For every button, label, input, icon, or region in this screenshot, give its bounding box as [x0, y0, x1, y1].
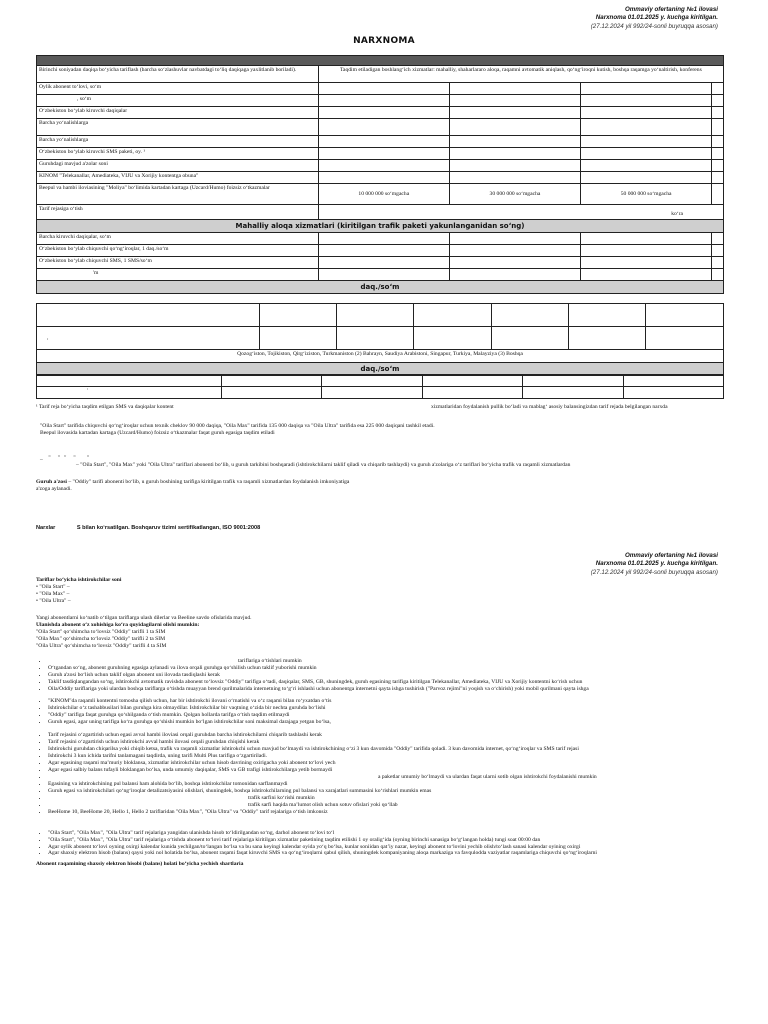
footer-text: S bilan koʻrsatilgan. Boshqaruv tizimi sertifikatlangan, ISO 9001:2008: [76, 525, 261, 531]
list-item: • a paketlar umumiy boʻlmaydi va ulardan faqat ularni sotib olgan ishtirokchi foydalanishi mumkin: [48, 774, 726, 781]
tarif-transition: Tarif rejasiga oʻtish: [37, 205, 319, 220]
list-item: • tariflariga oʻtishlari mumkin: [48, 658, 726, 665]
table-row: KINOM "Telekanallar, Amediateka, VIJU va Xorijiy kontentga obuna": [37, 172, 724, 184]
sim-ultra: "Oila Ultra" qoʻshimcha toʻlovsiz "Oddiy" tarifli 4 ta SIM: [36, 642, 167, 649]
local-services-band: Mahalliy aloqa xizmatlari (kiritilgan trafik paketi yakunlanganidan soʻng): [37, 220, 724, 233]
note-limits: "Oila Start" tarifida chiquvchi qoʻngʻiroqlar uchun texnik cheklov 90 000 daqiqa, "Oila Max" tarifida 135 000 daqiqa va "Oila Ultra" tarifida esa 225 000 daqiqani tashkil etadi.: [40, 423, 435, 429]
list-item: • Ishtirokchi 3 kun ichida tarifni tanlamagani taqdirda, uning tarifi Multi Plus tarifiga oʻzgartiriladi.: [48, 753, 726, 760]
list-item: • trafik sarfi haqida maʼlumot olish uchun sotuv ofislari yoki qoʻllab: [48, 802, 726, 809]
countries-note: Qozogʻiston, Tojikiston, Qirgʻiziston, Turkmaniston (2) Bahrayn, Saudiya Arabistoni, Singapur, Turkiya, Malayziya (3) Boshqa: [37, 350, 724, 363]
table-row: [37, 184, 724, 205]
p-options: Ulanishda abonent oʻz xohishiga koʻra quyidagilarni olishi mumkin:: [36, 621, 200, 628]
list-item: • Agar oylik abonent toʻlovi oyning oxirgi kalendar kunida yechilgan/toʻlangan boʻlsa va bu sana keyingi kalendar oyida yoʻq boʻlsa, kunlar soniidan qatʼiy nazar, keyingi abonent toʻlovini yechib olish/toʻlash sanasi kalendar oyining oxirgi: [48, 844, 726, 851]
table-row: Barcha yoʻnalishlarga: [37, 136, 724, 148]
note-member: – "Oddiy" tarifi abonenti boʻlib, u guruh boshining tarifiga kiritilgan trafik va raqamli xizmatlardan foydalanish imkoniyatiga: [66, 478, 350, 485]
list-item: • Guruh egasi va ishtirokchilari qoʻngʻiroqlar detalizatsiyasini olishlari, shuningdek, boshqa ishtirokchilarning pul balansi va xarajatlari summasini koʻrishlari mumkin emas: [48, 788, 726, 795]
table-row: Oʻzbekiston boʻylab kiruvchi daqiqalar: [37, 107, 724, 119]
sim-max: "Oila Max" qoʻshimcha toʻlovsiz "Oddiy" tarifli 2 ta SIM: [36, 635, 166, 642]
page-title: NARXNOMA: [353, 36, 415, 46]
table-row: Oʻzbekiston boʻylab chiquvchi SMS, 1 SMS/soʻm: [37, 257, 724, 269]
list-item: • "Oila Start", "Oila Max", "Oila Ultra" tarif rejalariga yangidan ulanishda hisob toʻldirilgandan soʻng, darhol abonent toʻlovi toʻl: [48, 830, 726, 837]
count-max: • "Oila Max" –: [36, 590, 70, 597]
list-item: • trafik sarfini koʻrishi mumkin: [48, 795, 726, 802]
tarif-note: koʻra: [318, 205, 723, 220]
page2-header-line2: Narxnoma 01.01.2025 y. kuchga kiritilgan.: [595, 560, 718, 568]
note-member-cont: a'zoga aylanadi.: [36, 485, 72, 492]
page2-offer-header: [591, 552, 718, 577]
page2-header-line3: (27.12.2024 yil 992/24-sonli buyruqqa asosan): [590, 568, 718, 576]
list-item: • Guruh egasi, agar uning tarifiga koʻra guruhga qoʻshishi mumkin boʻlgan ishtirokchilar soni maksimal darajaga yetgan boʻlsa,: [48, 719, 726, 726]
list-item: • Tarif rejasini oʻzgartirish uchun egasi avval hambi iloviasi orqali guruhdan barcha ishtirokchilarni chiqarib tashlashi kerak: [48, 732, 726, 739]
p-new-subscribers: Yangi abonentlarni koʻnatib oʻtilgan tariflarga ulash dilerlar va Beeline savdo ofislarida mavjud.: [36, 614, 252, 621]
sim-start: "Oila Start" qoʻshimcha toʻlovsiz "Oddiy" tarifli 1 ta SIM: [36, 628, 166, 635]
table-row: Barcha yoʻnalishlarga: [37, 119, 724, 136]
tariff-header-left: Birinchi soniyadan daqiqa boʻyicha tariflash (barcha soʻzlashuvlar navbatdagi toʻliq daqiqaga yaxlitlanib boriladi).: [37, 66, 319, 83]
international-table: , Qozogʻiston, Tojikiston, Qirgʻiziston, Turkmaniston (2) Bahrayn, Saudiya Arabistoni, Singapur, Turkiya, Malayziya (3) Boshqa daq./soʻm: [36, 303, 724, 376]
table-row: Oʻzbekiston boʻylab chiquvchi qoʻngʻiroqlar, 1 daq./soʻm: [37, 245, 724, 257]
table-row: Guruhdagi mavjud a'zolar soni: [37, 160, 724, 172]
beepul-value-2: 30 000 000 soʻmgacha: [449, 184, 580, 205]
list-item: • Agar egasi salbiy balans tufayli bloklangan boʻlsa, unda umumiy daqiqalar, SMS va GB trafigi ishtirokchilarga yetib bormaydi: [48, 767, 726, 774]
list-item: • "KINOM"da raqamli kontentni tomosha qilish uchun, har bir ishtirokchi ilovani oʻrnatishi va oʻz raqami bilan roʻyxatdan oʻtis: [48, 698, 726, 705]
list-item: • Taklif tasdiqlangandan soʻng, ishtirokchi avtomatik ravishda abonent toʻlovsiz "Oddiy" tarifiga oʻtadi, daqiqalar, SMS, GB, shuningdek, guruh egasining tarifiga kiritilgan Telekanallar, Amediateka, VIJU va Xorijiy kontentni koʻrish uchun: [48, 679, 726, 686]
table-row: Barcha kiruvchi daqiqalar, soʻm: [37, 233, 724, 245]
roaming-band: daq./soʻm: [37, 363, 724, 376]
offer-header: [591, 6, 718, 31]
footer-label: Narxlar: [36, 525, 56, 531]
offer-header-line2: Narxnoma 01.01.2025 y. kuchga kiritilgan.: [595, 14, 718, 22]
page2-body: [36, 577, 726, 868]
list-item: • Ishtirokchi guruhdan chiqarilsa yoki chiqib ketsa, trafik va raqamli xizmatlar ishtirokchi uchun mavjud boʻlmaydi va ishtirokchining oʻzi 3 kun davomida "Oddiy" tarifida qoladi. 3 kun davomida internet, qoʻngʻiroqlar va SMS tarif rejasi: [48, 746, 726, 753]
table-row: Oʻzbekiston boʻylab kiruvchi SMS paketi, oy. ¹: [37, 148, 724, 160]
count-ultra: • "Oila Ultra" –: [36, 597, 71, 604]
beepul-label: Beepul va hambi iloviasining "Moliya" boʻlimida kartadan kartaga (Uzcard/Humo) foizsiz oʻtkazmalar: [37, 184, 319, 205]
table-header-bar: [37, 56, 724, 66]
roaming-table: ': [36, 374, 724, 399]
table-row: , soʻm: [37, 95, 724, 107]
beepul-value-1: 10 000 000 soʻmgacha: [318, 184, 449, 205]
list-item: • Oila/Oddiy tariflariga yoki ulardan boshqa tariflarga oʻtishda muayyan brend qurilmalarida internetning toʻgʻri ishlashi uchun abonentga internetni qayta ishga tushirish ("Parvoz rejimi"ni yoqish va oʻchirish) yoki mobil qurilmani qayta ishga: [48, 686, 726, 693]
list-item: • "Oddiy" tarifiga faqat guruhga qoʻshilganda oʻtish mumkin. Qolgan hollarda tarifga oʻtish taqdim etilmaydi: [48, 712, 726, 719]
note-group-owner: – "Oila Start", "Oila Max" yoki "Oila Ultra" tariflari abonenti boʻlib, u guruh tarkibini boshqaradi (ishtirokchilarni taklif qiladi va chiqarib tashlaydi) va guruh a'zolariga oʻz tariflari boʻyicha trafik va raqamli xizmatlardan: [76, 461, 571, 468]
beepul-value-3: 50 000 000 soʻmgacha: [581, 184, 712, 205]
tariff-header-right: Taqdim etiladigan boshlangʻich xizmatlar: mahalliy, shaharlararo aloqa, raqamni avtomatik aniqlash, qoʻngʻiroqni kutish, boshqa raqamga yoʻnaltirish, konferens: [318, 66, 723, 83]
list-item: • Oʻtgandan soʻng, abonent guruhning egasiga aylanadi va ilova orqali guruhga qoʻshilish uchun taklif yuborishi mumkin: [48, 665, 726, 672]
international-band: daq./soʻm: [37, 281, 724, 294]
payment-list: [36, 830, 726, 858]
list-item: • Egasining va ishtirokchining pul balansi ham alohida boʻlib, boshqa ishtirokchilar tomonidan sarflanmaydi: [48, 781, 726, 788]
list-item: • Tarif rejasini oʻzgartirish uchun ishtirokchi avval hambi ilovasi orqali guruhdan chiqishi kerak: [48, 739, 726, 746]
list-item: • Agar egasining raqami maʼmuriy bloklansa, xizmatlar ishtirokchilar uchun hisob davrining oxirigacha yoki abonent toʻlovi yech: [48, 760, 726, 767]
offer-header-line1: Ommaviy ofertaning №1 ilovasi: [624, 6, 718, 13]
tariff-table: [36, 55, 724, 294]
list-item: • Agar shaxsiy elektron hisob (balans) qaysi yoki nol holatida boʻlsa, abonent raqami faqat kiruvchi SMS va qoʻngʻiroqlarni qabul qilish, shuningdek kompaniyaning aloqa markaziga va favqulodda vaziyatlar raqamlariga chiquvchi qoʻngʻiroqlarni: [48, 850, 726, 857]
note-beepul: Beepul ilovasida kartadan kartaga (Uzcard/Humo) foizsiz oʻtkazmalar faqat guruh egasiga taqdim etiladi: [40, 429, 275, 436]
list-item: • "Oila Start", "Oila Max", "Oila Ultra" tarif rejalariga oʻtishda abonent toʻlovi tarif rejalariga kiritilgan xizmatlar paketining taqdim etilishi 1 oy oraligʻida (oyning birinchi sanasiga boʻgʻlangan holda) tungi soat 00:00 dan: [48, 837, 726, 844]
balance-heading: Abonent raqamining shaxsiy elektron hisobi (balans) holati boʻyicha yechish shartlaria: [36, 861, 244, 868]
offer-header-line3: (27.12.2024 yil 992/24-sonli buyruqqa asosan): [590, 22, 718, 30]
count-start: • "Oila Start" –: [36, 583, 70, 590]
participants-heading: Tariflar boʻyicha ishtirokchilar soni: [36, 577, 122, 583]
rules-list: [36, 658, 726, 816]
page2-header-line1: Ommaviy ofertaning №1 ilovasi: [624, 552, 718, 559]
list-item: • Guruh a'zosi boʻlish uchun taklif olgan abonent uni ilovada tasdiqlashi kerak: [48, 672, 726, 679]
notes-block: ¹ Tarif reja boʻyicha taqdim etilgan SMS va daqiqalar kontent xizmatlaridan foydalanish pullik boʻladi va mablagʻ asosiy balansingizdan tarif rejada belgilangan narxda "Oila Start" tarifida chiquvchi qoʻngʻiroqlar uchun texnik cheklov 90 000 daqiqa, "Oila Max" tarifida 135 000 daqiqa va "Oila Ultra" tarifida esa 225 000 daqiqani tashkil etadi. Beepul ilovasida kartadan kartaga (Uzcard/Humo) foizsiz oʻtkazmalar faqat guruh egasiga taqdim etiladi _ " " " " " – "Oila Start", "Oila Max" yoki "Oila Ultra" tariflari abonenti boʻlib, u guruh tarkibini boshqaradi (ishtirokchilarni taklif qiladi va chiqarib tashlaydi) va guruh a'zolariga oʻz tariflari boʻyicha trafik va raqamli xizmatlardan Guruh a'zosi – "Oddiy" tarifi abonenti boʻlib, u guruh boshining tarifiga kiritilgan trafik va raqamli xizmatlardan foydalanish imkoniyatiga a'zoga aylanadi.: [36, 404, 726, 493]
list-item: • BeeHome 10, BeeHome 20, Hello 1, Hello 2 tariflaridan "Oila Max", "Oila Ultra" va "Oddiy" tarif rejalariga oʻtish imkonsiz: [48, 809, 726, 816]
note-sms-right: xizmatlaridan foydalanish pullik boʻladi va mablagʻ asosiy balansingizdan tarif rejada belgilangan narxda: [431, 404, 668, 410]
table-row: Oylik abonent toʻlovi, soʻm: [37, 83, 724, 95]
table-row: [37, 205, 724, 220]
note-sms: ¹ Tarif reja boʻyicha taqdim etilgan SMS va daqiqalar kontent: [36, 404, 174, 410]
footer: [36, 525, 260, 532]
table-row: 'm: [37, 269, 724, 281]
note-member-label: Guruh a'zosi: [36, 478, 67, 485]
list-item: • Ishtirokchilar oʻz tashabbusilari bilan guruhga kira olmaydilar. Ishtirokchilar bir vaqtning oʻzida bir nechta guruhda boʻlishi: [48, 705, 726, 712]
